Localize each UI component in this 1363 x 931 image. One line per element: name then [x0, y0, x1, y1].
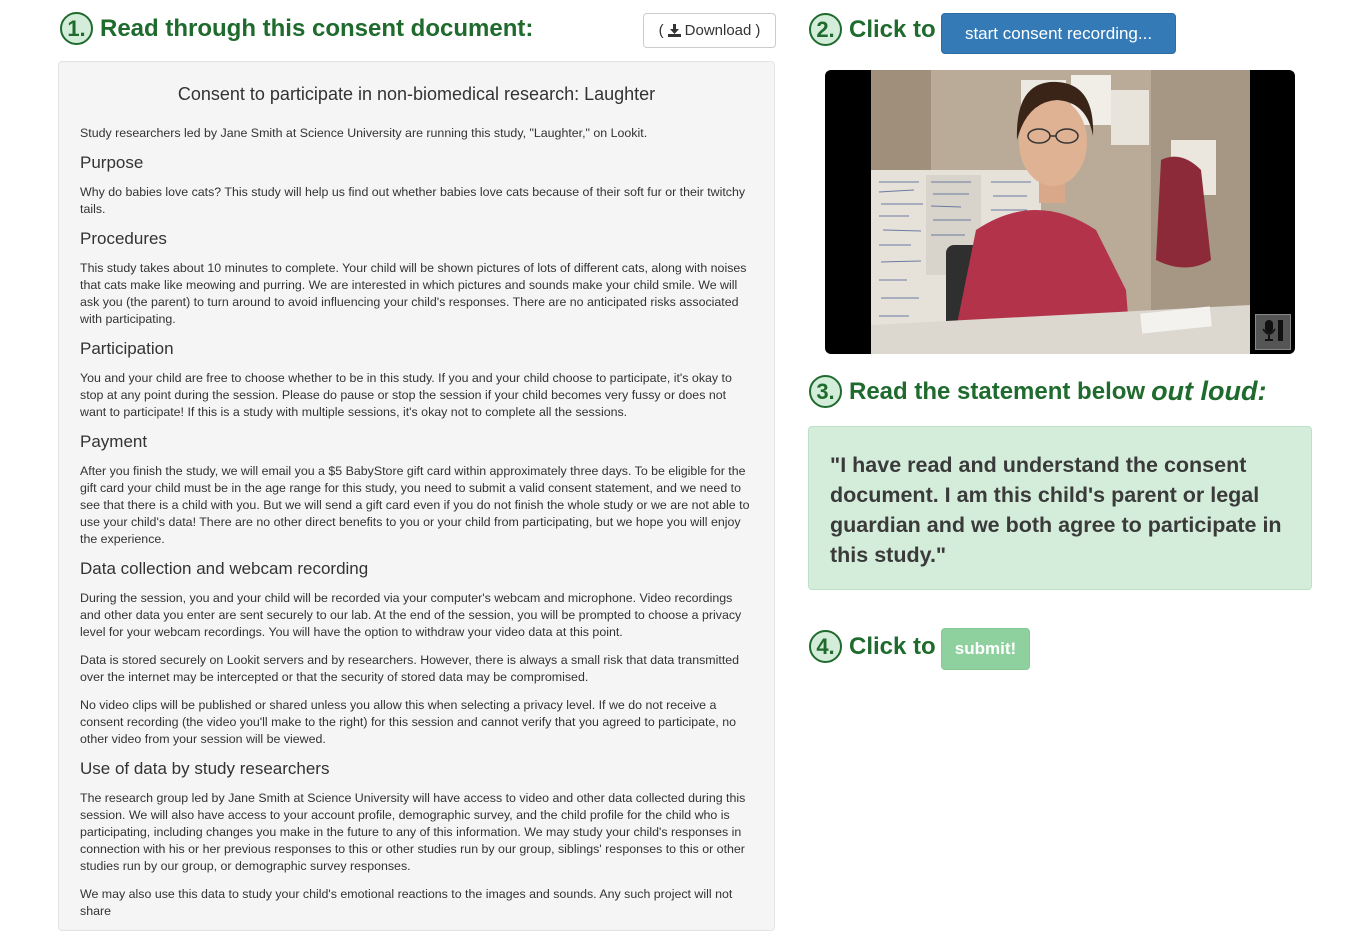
section-paragraph: This study takes about 10 minutes to complete. Your child will be shown pictures of lots of different cats, along with noises that cats make like meowing and purring. We are interested in which pictures and sounds make your child smile. We will ask you (the parent) to turn around to avoid influencing your child's responses. There are no anticipated risks associated with participating. [80, 261, 747, 326]
section-paragraph: During the session, you and your child will be recorded via your computer's webcam and microphone. Video recordings and other data you enter are sent securely to our lab. At the end of the session, you will be prompted to choose a privacy level for your webcam recordings. You will have the option to withdraw your video data at this point. [80, 591, 742, 639]
section-heading-procedures: Procedures [80, 229, 167, 248]
step-4-title: Click to [849, 632, 936, 660]
section-paragraph: After you finish the study, we will email you a $5 BabyStore gift card within approximately three days. To be eligible for the gift card your child must be in the age range for this study, you need to submit a valid consent statement, and we need to see that there is a child with you. But we will send a gift card even if you do not finish the whole study or we are not able to use your child's data! There are no other direct benefits to you or your child from participating, but we hope you will enjoy the experience. [80, 464, 750, 546]
section-heading-payment: Payment [80, 432, 148, 451]
step-2-title: Click to [849, 15, 936, 43]
consent-statement [808, 426, 1312, 590]
section-paragraph: You and your child are free to choose whether to be in this study. If you and your child choose to participate, it's okay to stop at any point during the session. Please do pause or stop the session if your child becomes very fussy or does not want to participate! If this is a study with multiple sessions, it's okay not to complete all the sessions. [80, 371, 732, 419]
download-button[interactable] [643, 13, 776, 48]
webcam-video-feed [871, 70, 1250, 354]
download-icon [668, 24, 681, 37]
consent-statement-text: "I have read and understand the consent document. I am this child's parent or legal guardian and we both agree to participate in this study." [830, 453, 1282, 567]
consent-document[interactable] [58, 61, 775, 931]
section-heading-purpose: Purpose [80, 153, 144, 172]
section-paragraph: The research group led by Jane Smith at Science University will have access to video and other data collected during this session. We will also have access to your account profile, demographic survey, and the child profile for the child who is participating, including changes you make in the future to any of this information. We may study your child's responses in connection with his or her previous responses to this or other studies run by our group, siblings' responses to this or other studies run by our group, or demographic survey responses. [80, 791, 746, 873]
submit-button[interactable]: submit! [941, 628, 1030, 670]
microphone-icon [1260, 317, 1286, 348]
section-paragraph: Why do babies love cats? This study will help us find out whether babies love cats because of their soft fur or their twitchy tails. [80, 185, 746, 216]
section-heading-use-of-data: Use of data by study researchers [80, 759, 330, 778]
step-4-heading [809, 630, 936, 663]
step-2-heading [809, 13, 936, 46]
step-2-number: 2. [809, 13, 842, 46]
step-3-number: 3. [809, 375, 842, 408]
document-title: Consent to participate in non-biomedical research: Laughter [177, 84, 656, 104]
step-1-heading [60, 12, 533, 45]
download-label: Download [684, 22, 752, 39]
section-heading-participation: Participation [80, 339, 174, 358]
download-open-paren: ( [658, 22, 664, 39]
step-3-title: Read the statement below [849, 377, 1146, 405]
section-heading-data-collection: Data collection and webcam recording [80, 559, 369, 578]
document-intro: Study researchers led by Jane Smith at Science University are running this study, "Laughter," on Lookit. [80, 126, 648, 140]
step-3-emphasis: out loud: [1151, 376, 1267, 406]
section-paragraph: No video clips will be published or shared unless you allow this when selecting a privacy level. If we do not receive a consent recording (the video you'll make to the right) for this session and cannot verify that you agreed to participate, no other video from your session will be viewed. [80, 698, 736, 746]
step-1-number: 1. [60, 12, 93, 45]
microphone-toggle[interactable] [1255, 314, 1291, 350]
step-1-title: Read through this consent document: [100, 14, 534, 42]
start-consent-recording-button[interactable]: start consent recording... [941, 13, 1176, 54]
webcam-preview [825, 70, 1295, 354]
download-close-paren: ) [755, 22, 761, 39]
step-3-heading [809, 375, 1267, 408]
section-paragraph: We may also use this data to study your child's emotional reactions to the images and sounds. Any such project will not share [80, 887, 733, 918]
section-paragraph: Data is stored securely on Lookit servers and by researchers. However, there is always a small risk that data transmitted over the internet may be intercepted or that the security of stored data may be compromised. [80, 653, 740, 684]
step-4-number: 4. [809, 630, 842, 663]
